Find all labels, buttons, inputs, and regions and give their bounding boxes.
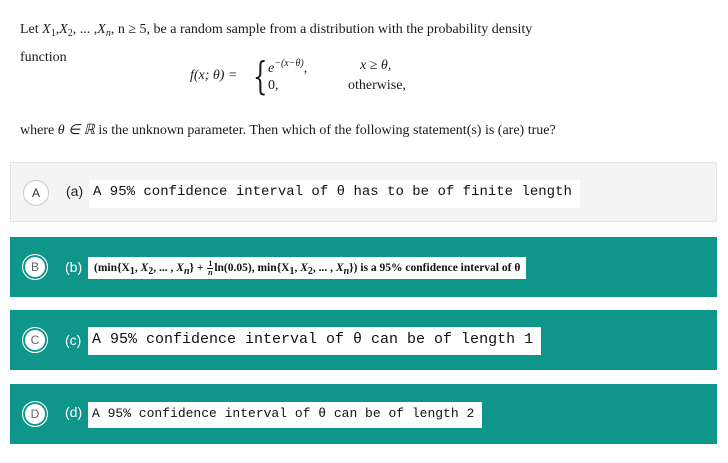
formula-condition-1: x ≥ θ, (360, 58, 392, 73)
option-letter-c: C (22, 327, 48, 353)
formula-case-2: 0, (268, 78, 279, 93)
question-line-3: where θ ∈ ℝ is the unknown parameter. Then which of the following statement(s) is (are) true? (20, 123, 556, 138)
formula-lhs: f(x; θ) = (190, 68, 238, 83)
question-line-1: Let $X_1,X_2$, ... $,X_n$, n ≥ 5, be a random sample from a distribution with the probability density (20, 22, 533, 39)
option-letter-d: D (22, 401, 48, 427)
option-text-c: A 95% confidence interval of θ can be of length 1 (88, 327, 541, 355)
option-c[interactable] (10, 310, 717, 370)
option-letter-a: A (23, 180, 49, 206)
formula-brace: { (253, 54, 268, 98)
option-a[interactable] (10, 162, 717, 222)
option-text-d: A 95% confidence interval of θ can be of length 2 (88, 402, 482, 428)
option-text-a: A 95% confidence interval of θ has to be of finite length (89, 180, 580, 208)
density-formula (190, 56, 450, 100)
option-tag-a: (a) (66, 183, 84, 199)
question-line-2: function (20, 50, 67, 65)
option-tag-c: (c) (65, 332, 82, 348)
option-b[interactable] (10, 237, 717, 297)
option-letter-b: B (22, 254, 48, 280)
option-text-b: ($\min\{X_1$, $X_2$, ... , $X_n$} + $\frac{1}{n}$ ln(0.05), $\min\{X_1$, $X_2$, ... , $X_n$}) is a 95% confidence interval of θ (88, 257, 526, 279)
option-tag-d: (d) (65, 404, 83, 420)
formula-case-1: $e^{-(x-\theta)}$, (268, 58, 308, 76)
option-d[interactable] (10, 384, 717, 444)
formula-condition-2: otherwise, (348, 78, 406, 93)
option-tag-b: (b) (65, 259, 83, 275)
